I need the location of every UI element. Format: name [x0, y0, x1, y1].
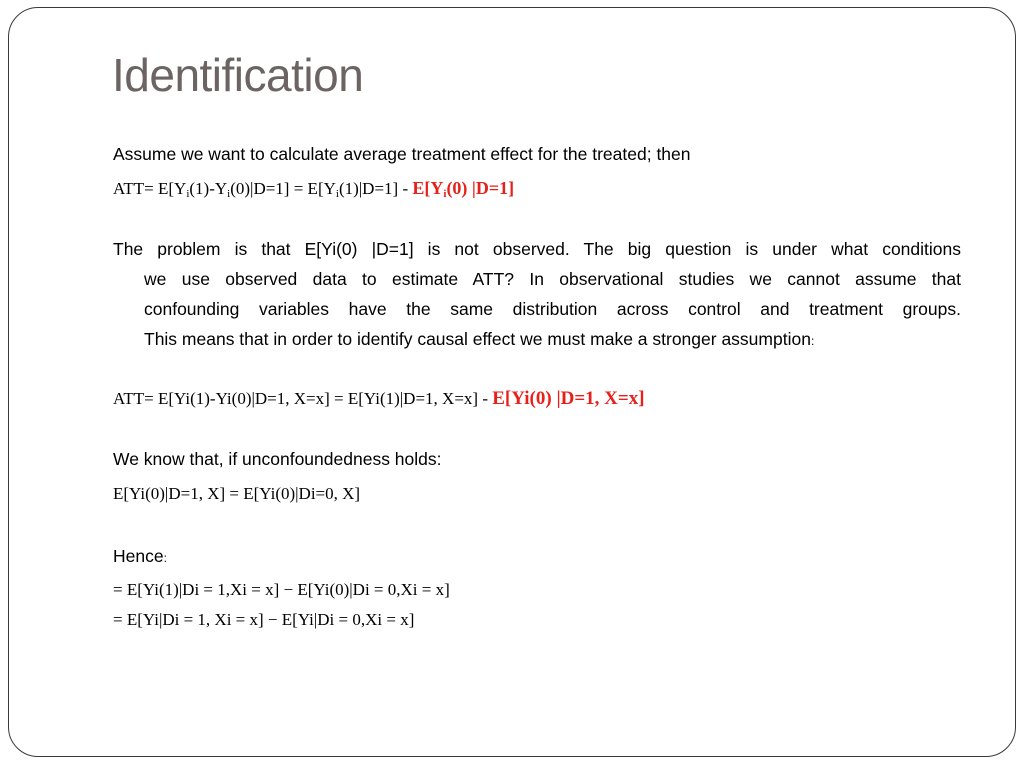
att1-highlight [412, 178, 514, 198]
att-equation-1 [113, 178, 514, 200]
att1-red-part-2: (0) |D=1] [446, 178, 515, 198]
att2-black: ATT= E[Yi(1)-Yi(0)|D=1, X=x] = E[Yi(1)|D=1, X=x] - [113, 389, 493, 408]
derivation-line-1: = E[Yi(1)|Di = 1,Xi = x] − E[Yi(0)|Di = 0,Xi = x] [113, 580, 450, 599]
att1-part-2: (1)-Y [189, 179, 228, 198]
hence-text: Hence [113, 546, 164, 566]
att-equation-2 [113, 388, 645, 410]
slide-title: Identification [112, 49, 364, 101]
att1-sub-2: i [227, 188, 231, 200]
unconfoundedness-text: We know that, if unconfoundedness holds: [113, 449, 442, 469]
slide-frame [8, 7, 1016, 757]
intro-text: Assume we want to calculate average treatment effect for the treated; then [113, 144, 691, 164]
att1-sub-3: i [335, 188, 339, 200]
problem-paragraph [113, 234, 961, 354]
att1-part-4: (1)|D=1] - [338, 179, 413, 198]
hence-colon: : [163, 551, 167, 565]
hence-label [113, 546, 167, 567]
att1-sub-1: i [186, 188, 190, 200]
unconfoundedness-equation: E[Yi(0)|D=1, X] = E[Yi(0)|Di=0, X] [113, 484, 361, 503]
att2-highlight: E[Yi(0) |D=1, X=x] [492, 388, 645, 409]
att1-part-3: (0)|D=1] = E[Y [230, 179, 336, 198]
att1-red-part-1: E[Y [412, 178, 444, 198]
derivation-line-2: = E[Yi|Di = 1, Xi = x] − E[Yi|Di = 0,Xi = x] [113, 610, 415, 629]
att1-red-sub: i [443, 188, 447, 200]
problem-line-3: confounding variables have the same distribution across control and treatment groups. [144, 299, 961, 319]
problem-colon: : [810, 334, 815, 348]
problem-line-4-text: This means that in order to identify causal effect we must make a stronger assumption [144, 329, 811, 349]
problem-line-4 [113, 324, 961, 354]
att1-part-1: ATT= E[Y [113, 179, 187, 198]
problem-line-1: The problem is that E[Yi(0) |D=1] is not observed. The big question is under what conditions [113, 239, 961, 259]
problem-line-2: we use observed data to estimate ATT? In observational studies we cannot assume that [144, 269, 961, 289]
